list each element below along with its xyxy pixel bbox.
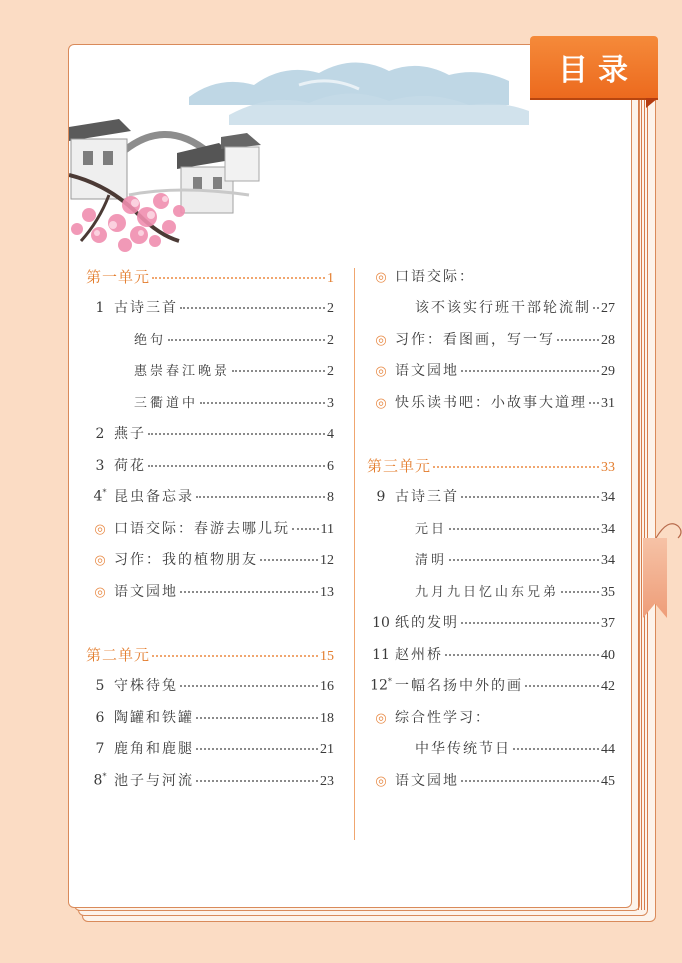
page-edge-lines bbox=[636, 100, 650, 910]
toc-entry-label: 荷花 bbox=[114, 458, 146, 474]
page-number: 11 bbox=[320, 522, 334, 537]
page-number: 34 bbox=[601, 522, 615, 537]
toc-entry-label: 惠崇春江晚景 bbox=[134, 364, 231, 379]
toc-entry-label: 古诗三首 bbox=[395, 489, 459, 505]
toc-entry[interactable] bbox=[86, 360, 334, 382]
toc-entry-label: 守株待兔 bbox=[114, 678, 178, 694]
column-divider bbox=[354, 268, 355, 840]
toc-entry[interactable] bbox=[86, 675, 334, 697]
toc-entry-label: 该不该实行班干部轮流制 bbox=[415, 300, 591, 316]
toc-entry-label: 纸的发明 bbox=[395, 615, 459, 631]
toc-title-tab bbox=[530, 36, 658, 98]
dot-leader bbox=[513, 747, 599, 750]
circle-bullet-icon: ◎ bbox=[375, 711, 387, 726]
page-number: 27 bbox=[601, 301, 615, 316]
toc-entry[interactable] bbox=[367, 486, 615, 508]
page-number: 40 bbox=[601, 648, 615, 663]
circle-bullet-icon: ◎ bbox=[94, 553, 106, 568]
dot-leader bbox=[461, 369, 599, 372]
toc-entry-label: 第二单元 bbox=[86, 646, 151, 664]
toc-entry[interactable] bbox=[367, 770, 615, 792]
circle-bullet-icon: ◎ bbox=[94, 585, 106, 600]
page-number: 15 bbox=[320, 649, 334, 664]
page-number: 29 bbox=[601, 364, 615, 379]
page-number: 31 bbox=[601, 396, 615, 411]
page-number: 2 bbox=[327, 333, 334, 348]
toc-entry[interactable] bbox=[86, 549, 334, 571]
toc-entry-label: 第一单元 bbox=[86, 268, 151, 286]
toc-entry[interactable] bbox=[367, 266, 615, 288]
toc-entry[interactable] bbox=[86, 423, 334, 445]
lesson-number bbox=[367, 677, 395, 694]
toc-entry[interactable] bbox=[86, 518, 334, 540]
toc-entry-label: 语文园地 bbox=[114, 584, 178, 600]
toc-entry-label: 绝句 bbox=[134, 333, 167, 348]
lesson-number bbox=[86, 710, 114, 726]
circle-bullet-icon: ◎ bbox=[375, 333, 387, 348]
toc-entry-label: 语文园地 bbox=[395, 363, 459, 379]
page-number: 2 bbox=[327, 364, 334, 379]
toc-entry[interactable] bbox=[367, 518, 615, 540]
toc-entry[interactable] bbox=[367, 581, 615, 603]
lesson-number bbox=[86, 458, 114, 474]
page-number: 6 bbox=[327, 459, 334, 474]
page-number: 12 bbox=[320, 553, 334, 568]
page-number: 28 bbox=[601, 333, 615, 348]
toc-entry[interactable] bbox=[86, 329, 334, 351]
page-number: 8 bbox=[327, 490, 334, 505]
dot-leader bbox=[200, 401, 325, 404]
dot-leader bbox=[148, 464, 325, 467]
toc-entry[interactable] bbox=[367, 738, 615, 760]
lesson-number-text: 4 bbox=[93, 489, 103, 505]
toc-entry[interactable] bbox=[367, 360, 615, 382]
toc-entry-label: 清明 bbox=[415, 553, 448, 568]
toc-entry[interactable] bbox=[86, 486, 334, 508]
lesson-number bbox=[86, 300, 114, 316]
dot-leader bbox=[196, 495, 325, 498]
lesson-number bbox=[367, 489, 395, 505]
dot-leader bbox=[168, 338, 325, 341]
page-title: 目录 bbox=[558, 53, 638, 88]
dot-leader bbox=[461, 621, 599, 624]
toc-entry-label: 三衢道中 bbox=[134, 396, 199, 411]
page-number: 21 bbox=[320, 742, 334, 757]
toc-entry-label: 口语交际： bbox=[395, 269, 475, 285]
toc-entry-label: 赵州桥 bbox=[395, 647, 443, 663]
optional-lesson-mark: * bbox=[102, 488, 107, 498]
toc-entry-label: 鹿角和鹿腿 bbox=[114, 741, 194, 757]
lesson-number-text: 8 bbox=[93, 773, 103, 789]
dot-leader bbox=[433, 465, 599, 468]
dot-leader bbox=[260, 558, 318, 561]
dot-leader bbox=[449, 558, 599, 561]
circle-bullet-icon: ◎ bbox=[375, 396, 387, 411]
page-number: 34 bbox=[601, 490, 615, 505]
page-number: 37 bbox=[601, 616, 615, 631]
toc-entry[interactable] bbox=[367, 612, 615, 634]
page-number: 4 bbox=[327, 427, 334, 442]
page-number: 44 bbox=[601, 742, 615, 757]
dot-leader bbox=[180, 684, 318, 687]
dot-leader bbox=[557, 338, 599, 341]
lesson-number-text: 11 bbox=[372, 647, 390, 663]
optional-lesson-mark: * bbox=[102, 772, 107, 782]
toc-entry-label: 习作：我的植物朋友 bbox=[114, 552, 258, 568]
dot-leader bbox=[461, 779, 599, 782]
dot-leader bbox=[292, 527, 319, 530]
dot-leader bbox=[180, 306, 325, 309]
lesson-number-text: 6 bbox=[95, 710, 105, 726]
page-number: 45 bbox=[601, 774, 615, 789]
toc-entry-label: 陶罐和铁罐 bbox=[114, 710, 194, 726]
lesson-number-text: 9 bbox=[376, 489, 386, 505]
toc-entry-label: 第三单元 bbox=[367, 457, 432, 475]
lesson-number bbox=[86, 678, 114, 694]
lesson-number bbox=[86, 772, 114, 789]
lesson-number-text: 2 bbox=[95, 426, 105, 442]
dot-leader bbox=[445, 653, 599, 656]
dot-leader bbox=[232, 369, 325, 372]
page-number: 35 bbox=[601, 585, 615, 600]
toc-entry[interactable] bbox=[367, 707, 615, 729]
dot-leader bbox=[593, 306, 599, 309]
page-number: 18 bbox=[320, 711, 334, 726]
toc-entry-label: 九月九日忆山东兄弟 bbox=[415, 585, 560, 600]
dot-leader bbox=[148, 432, 325, 435]
toc-entry-label: 语文园地 bbox=[395, 773, 459, 789]
circle-bullet-icon: ◎ bbox=[375, 364, 387, 379]
toc-entry[interactable] bbox=[367, 644, 615, 666]
page-number: 13 bbox=[320, 585, 334, 600]
toc-entry-label: 快乐读书吧：小故事大道理 bbox=[395, 395, 587, 411]
dot-leader bbox=[152, 276, 325, 279]
lesson-number-text: 5 bbox=[95, 678, 105, 694]
toc-entry[interactable] bbox=[367, 675, 615, 697]
page-number: 3 bbox=[327, 396, 334, 411]
toc-entry[interactable] bbox=[367, 549, 615, 571]
toc-entry[interactable] bbox=[86, 770, 334, 792]
toc-entry[interactable] bbox=[367, 392, 615, 414]
dot-leader bbox=[196, 716, 318, 719]
toc-unit-heading[interactable] bbox=[86, 644, 334, 666]
toc-entry-label: 古诗三首 bbox=[114, 300, 178, 316]
toc-entry-label: 池子与河流 bbox=[114, 773, 194, 789]
toc-entry[interactable] bbox=[86, 297, 334, 319]
page-number: 2 bbox=[327, 301, 334, 316]
tab-fold-shadow bbox=[646, 98, 658, 108]
toc-entry[interactable] bbox=[367, 297, 615, 319]
toc-entry-label: 综合性学习： bbox=[395, 710, 491, 726]
dot-leader bbox=[152, 654, 318, 657]
toc-entry-label: 元日 bbox=[415, 522, 448, 537]
lesson-number bbox=[86, 488, 114, 505]
lesson-number bbox=[367, 647, 395, 663]
lesson-number-text: 10 bbox=[372, 615, 390, 631]
toc-unit-heading[interactable] bbox=[367, 455, 615, 477]
optional-lesson-mark: * bbox=[387, 677, 392, 687]
toc-entry-label: 习作：看图画，写一写 bbox=[395, 332, 555, 348]
dot-leader bbox=[525, 684, 599, 687]
circle-bullet-icon: ◎ bbox=[94, 522, 106, 537]
toc-entry-label: 口语交际：春游去哪儿玩 bbox=[114, 521, 290, 537]
circle-bullet-icon: ◎ bbox=[375, 774, 387, 789]
page-number: 33 bbox=[601, 460, 615, 475]
dot-leader bbox=[180, 590, 318, 593]
toc-entry-label: 中华传统节日 bbox=[415, 741, 511, 757]
dot-leader bbox=[589, 401, 599, 404]
page-number: 34 bbox=[601, 553, 615, 568]
lesson-number-text: 3 bbox=[95, 458, 105, 474]
toc-entry[interactable] bbox=[86, 581, 334, 603]
toc-entry[interactable] bbox=[86, 707, 334, 729]
lesson-number-text: 1 bbox=[95, 300, 105, 316]
toc-entry[interactable] bbox=[367, 329, 615, 351]
lesson-number-text: 12 bbox=[370, 678, 388, 694]
dot-leader bbox=[196, 779, 318, 782]
lesson-number bbox=[86, 741, 114, 757]
dot-leader bbox=[196, 747, 318, 750]
dot-leader bbox=[461, 495, 599, 498]
toc-entry[interactable] bbox=[86, 738, 334, 760]
toc-entry-label: 一幅名扬中外的画 bbox=[395, 678, 523, 694]
page-number: 16 bbox=[320, 679, 334, 694]
lesson-number-text: 7 bbox=[95, 741, 105, 757]
page-number: 1 bbox=[327, 271, 334, 286]
lesson-number bbox=[86, 426, 114, 442]
page-number: 23 bbox=[320, 774, 334, 789]
circle-bullet-icon: ◎ bbox=[375, 270, 387, 285]
toc-entry[interactable] bbox=[86, 392, 334, 414]
toc-entry-label: 昆虫备忘录 bbox=[114, 489, 194, 505]
dot-leader bbox=[449, 527, 599, 530]
dot-leader bbox=[561, 590, 599, 593]
page-number: 42 bbox=[601, 679, 615, 694]
toc-entry[interactable] bbox=[86, 455, 334, 477]
lesson-number bbox=[367, 615, 395, 631]
toc-unit-heading[interactable] bbox=[86, 266, 334, 288]
toc-entry-label: 燕子 bbox=[114, 426, 146, 442]
